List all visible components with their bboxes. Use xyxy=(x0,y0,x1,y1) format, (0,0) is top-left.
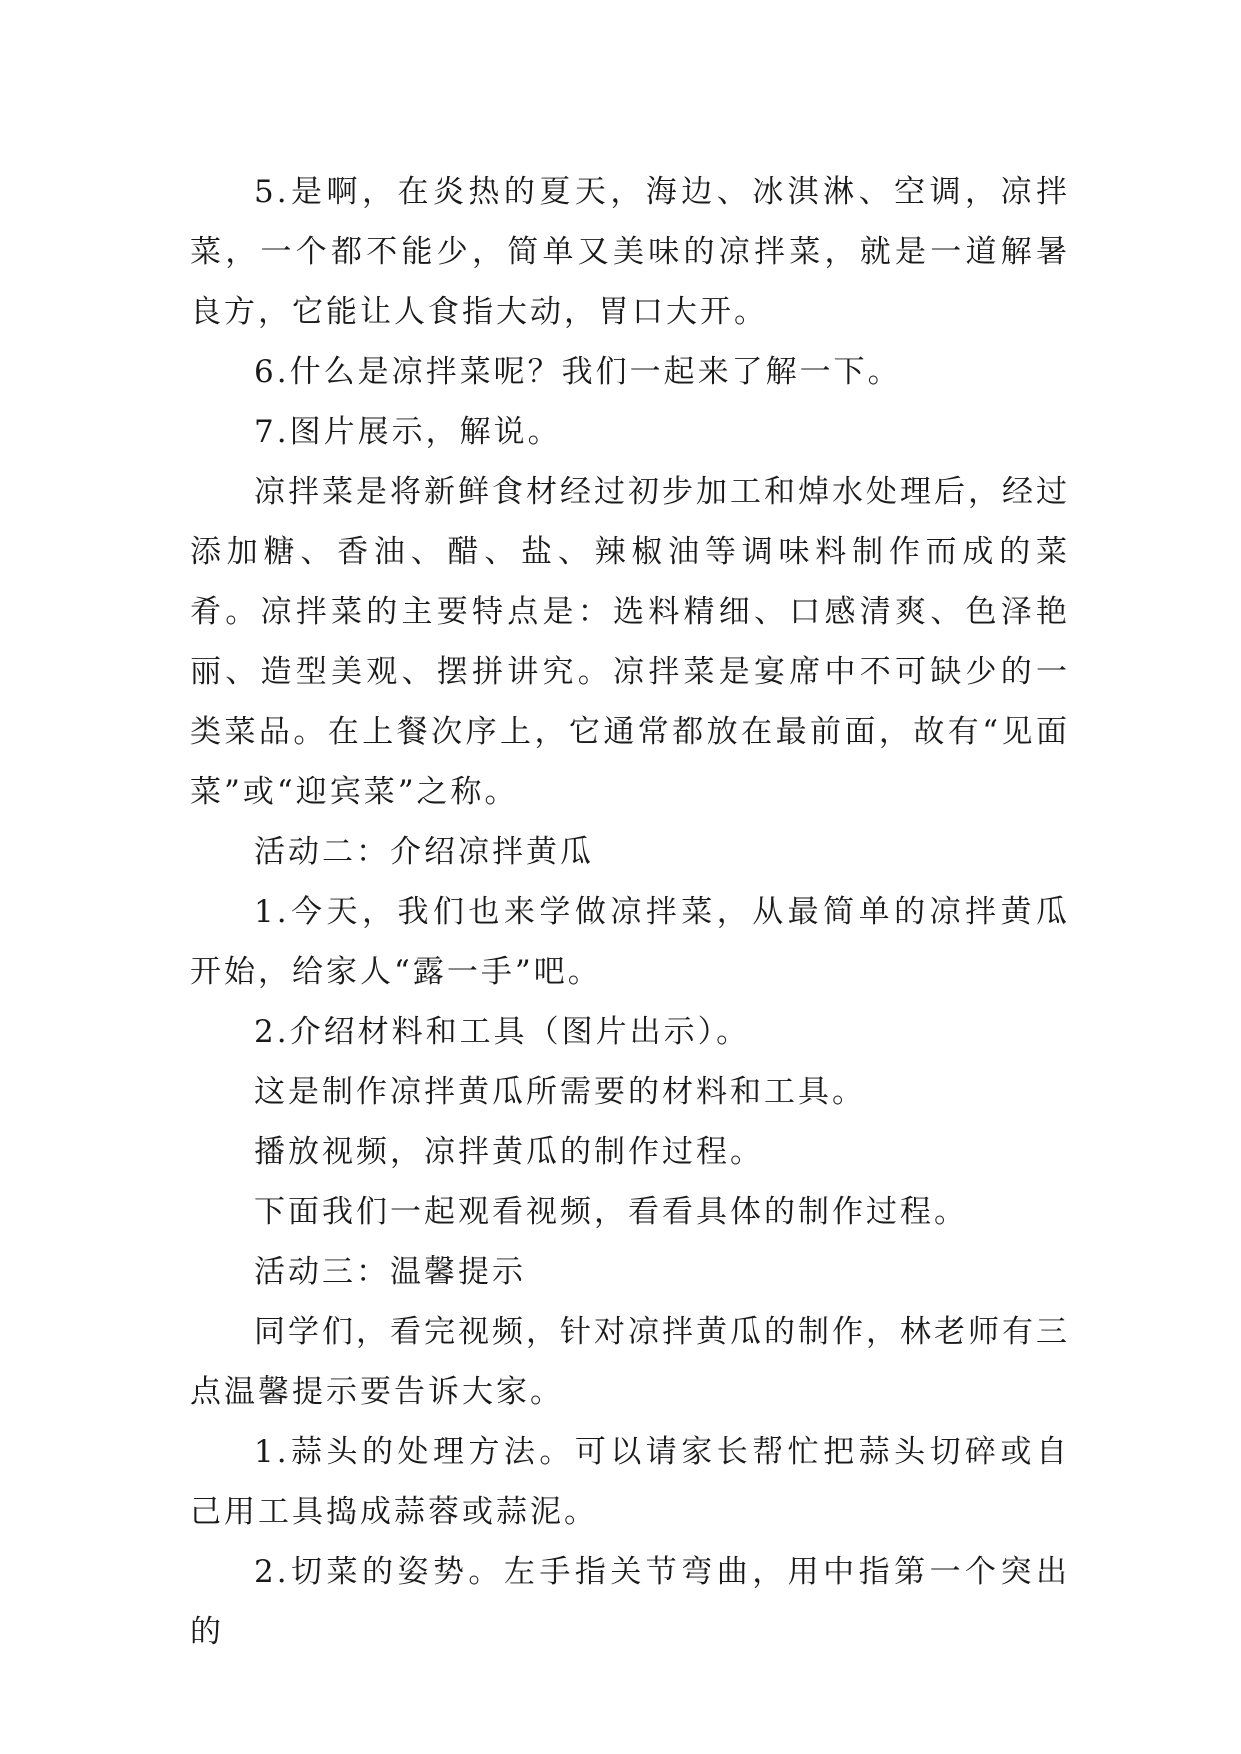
section-heading: 活动三：温馨提示 xyxy=(254,1254,526,1290)
section-heading: 活动二：介绍凉拌黄瓜 xyxy=(254,834,594,870)
paragraph: 播放视频，凉拌黄瓜的制作过程。 xyxy=(254,1134,764,1170)
paragraph: 2.介绍材料和工具（图片出示）。 xyxy=(254,1014,751,1050)
paragraph: 下面我们一起观看视频，看看具体的制作过程。 xyxy=(254,1194,968,1230)
paragraph: 同学们，看完视频，针对凉拌黄瓜的制作，林老师有三点温馨提示要告诉大家。 xyxy=(190,1314,1070,1410)
paragraph: 7.图片展示，解说。 xyxy=(254,414,562,450)
paragraph: 凉拌菜是将新鲜食材经过初步加工和焯水处理后，经过添加糖、香油、醋、盐、辣椒油等调味料制作而成的菜肴。凉拌菜的主要特点是：选料精细、口感清爽、色泽艳丽、造型美观、摆拼讲究。凉拌菜是宴席中不可缺少的一类菜品。在上餐次序上，它通常都放在最前面，故有“见面菜”或“迎宾菜”之称。 xyxy=(190,474,1070,810)
paragraph: 1.今天，我们也来学做凉拌菜，从最简单的凉拌黄瓜开始，给家人“露一手”吧。 xyxy=(190,894,1070,990)
paragraph: 这是制作凉拌黄瓜所需要的材料和工具。 xyxy=(254,1074,866,1110)
paragraph: 1.蒜头的处理方法。可以请家长帮忙把蒜头切碎或自己用工具捣成蒜蓉或蒜泥。 xyxy=(190,1434,1070,1530)
paragraph: 5.是啊，在炎热的夏天，海边、冰淇淋、空调，凉拌菜，一个都不能少，简单又美味的凉拌菜，就是一道解暑良方，它能让人食指大动，胃口大开。 xyxy=(190,174,1070,330)
paragraph: 2.切菜的姿势。左手指关节弯曲，用中指第一个突出的 xyxy=(190,1554,1070,1650)
paragraph: 6.什么是凉拌菜呢？我们一起来了解一下。 xyxy=(254,354,902,390)
document-body xyxy=(190,162,1070,1662)
